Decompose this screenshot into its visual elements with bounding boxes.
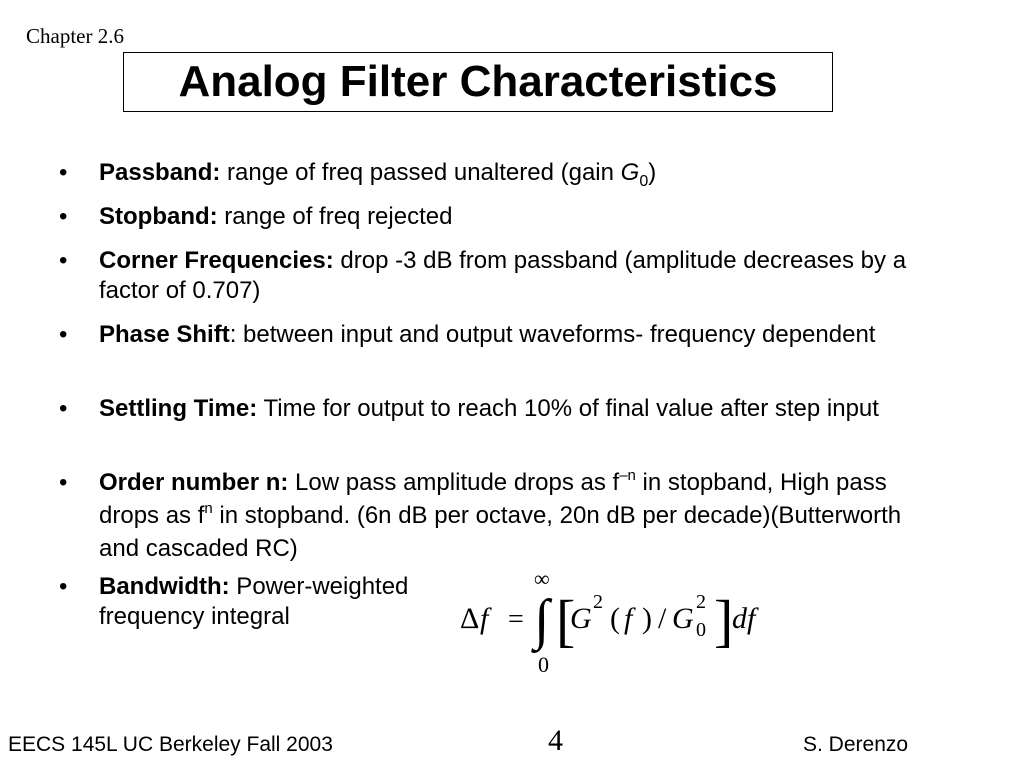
bullet-text: drop -3 dB from passband (amplitude decreases by a factor of 0.707)	[99, 247, 907, 304]
left-bracket: [	[556, 588, 576, 653]
slide-title: Analog Filter Characteristics	[178, 57, 778, 106]
bullet-text: frequency integral	[99, 603, 290, 630]
formula-df: df	[732, 602, 756, 635]
bullet-term: Order number n:	[99, 469, 289, 496]
formula-f: f	[480, 602, 489, 635]
bullet-dot: •	[59, 203, 68, 230]
bullet-phase-shift	[59, 320, 939, 350]
bullet-text: Time for output to reach 10% of final value after step input	[257, 395, 879, 422]
bullet-text: Low pass amplitude drops as f	[288, 469, 620, 496]
slash: /	[658, 602, 667, 635]
bullet-text: : between input and output waveforms- frequency dependent	[229, 321, 876, 348]
gain-subscript: 0	[639, 173, 649, 190]
bullet-term: Corner Frequencies:	[99, 247, 334, 274]
bullet-text: range of freq rejected	[217, 203, 453, 230]
bullet-dot: •	[59, 321, 68, 348]
bullet-corner-frequencies	[59, 246, 939, 306]
bullet-term: Passband:	[99, 159, 221, 186]
bullet-term: Bandwidth:	[99, 573, 230, 600]
bullet-text: in stopband. (6n dB per octave, 20n dB per decade)(Butterworth and cascaded RC)	[99, 502, 902, 562]
right-bracket: ]	[714, 588, 734, 653]
formula-G: G	[570, 602, 592, 635]
bullet-text: range of freq passed unaltered (gain	[220, 159, 621, 186]
bullet-close: )	[648, 159, 657, 186]
bandwidth-formula	[460, 568, 780, 678]
bullet-term: Stopband:	[99, 203, 218, 230]
gain-symbol: G	[620, 159, 640, 186]
bullet-text: Power-weighted	[229, 573, 409, 600]
exponent-neg-n: –n	[619, 467, 636, 484]
page-number: 4	[548, 724, 563, 757]
right-paren: )	[642, 602, 652, 635]
bullet-dot: •	[59, 395, 68, 422]
exponent-n: n	[204, 500, 213, 517]
footer-left: EECS 145L UC Berkeley Fall 2003	[8, 733, 333, 756]
integral-upper-limit: ∞	[534, 568, 550, 591]
title-box	[123, 52, 833, 112]
bullet-dot: •	[59, 469, 68, 496]
delta-symbol: Δ	[460, 602, 480, 635]
bullet-settling-time	[59, 394, 939, 424]
integral-lower-limit: 0	[538, 652, 549, 677]
footer-right: S. Derenzo	[803, 733, 909, 756]
bullet-dot: •	[59, 573, 68, 600]
subscript-0: 0	[696, 619, 706, 641]
bullet-stopband	[59, 202, 939, 232]
formula-svg	[460, 568, 780, 678]
bullet-bandwidth	[59, 572, 479, 632]
bullet-dot: •	[59, 159, 68, 186]
bullet-term: Phase Shift	[99, 321, 230, 348]
equals-sign: =	[508, 604, 524, 635]
bullet-text: in stopband, High pass drops as f	[99, 469, 887, 529]
left-paren: (	[610, 602, 620, 635]
exponent-2: 2	[593, 591, 603, 613]
formula-f-arg: f	[624, 602, 633, 635]
bullet-dot: •	[59, 247, 68, 274]
exponent-2-G0: 2	[696, 591, 706, 613]
bullet-order-number	[59, 467, 939, 564]
chapter-label: Chapter 2.6	[26, 24, 124, 48]
bullet-term: Settling Time:	[99, 395, 258, 422]
integral-sign: ∫	[534, 589, 550, 651]
bullet-passband	[59, 158, 939, 191]
formula-G0: G	[672, 602, 694, 635]
